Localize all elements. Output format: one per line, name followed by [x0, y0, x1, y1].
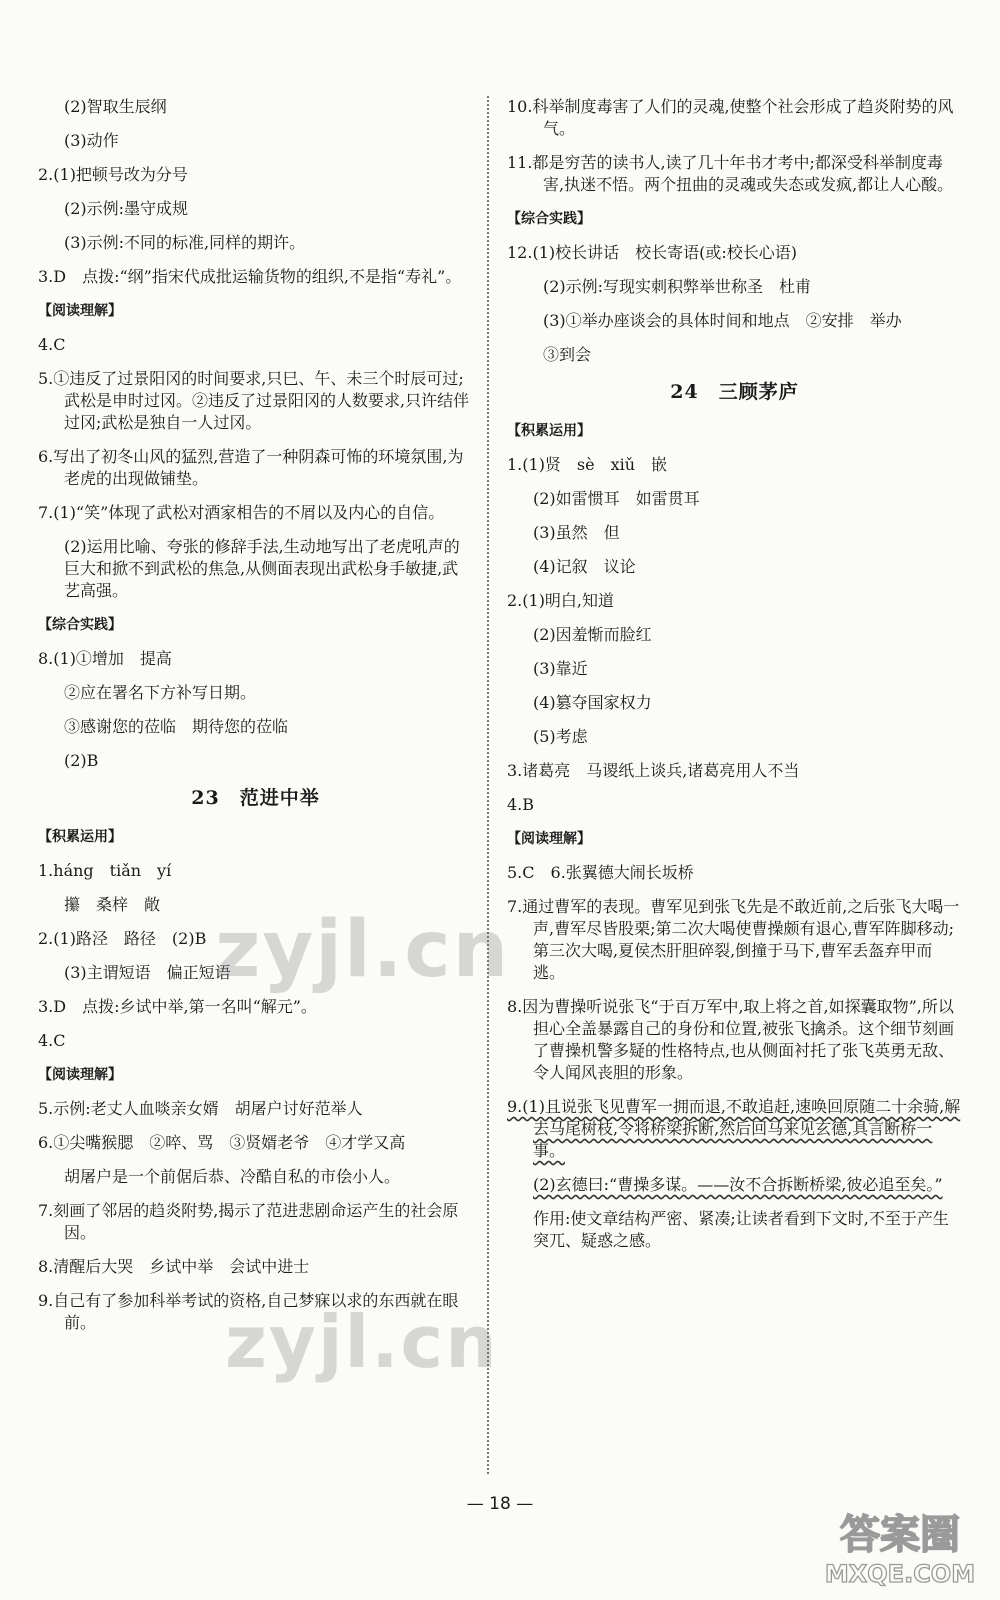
watermark-bottom: zyjl.cn [225, 1300, 499, 1384]
answer-line: 8.因为曹操听说张飞“于百万军中,取上将之首,如探囊取物”,所以担心全盖暴露自己的身份和位置,被张飞擒杀。这个细节刻画了曹操机警多疑的性格特点,也从侧面衬托了张飞英勇无敌、令人闻风丧胆的形象。 [507, 997, 955, 1082]
answer-line: 6.①尖嘴猴腮 ②啐、骂 ③贤婿老爷 ④才学又高 [38, 1133, 406, 1152]
answer-line: 7.(1)“笑”体现了武松对酒家相告的不屑以及内心的自信。 [38, 503, 445, 522]
answer-line: (3)示例:不同的标准,同样的期许。 [64, 233, 306, 252]
answer-line: (2)示例:墨守成规 [64, 199, 189, 218]
section-heading: 【阅读理解】 [507, 831, 591, 847]
answer-line: (3)主谓短语 偏正短语 [64, 963, 231, 982]
answer-line: (4)记叙 议论 [533, 557, 636, 576]
answer-line: 9.自己有了参加科举考试的资格,自己梦寐以求的东西就在眼前。 [38, 1291, 459, 1332]
left-column [38, 96, 473, 1346]
answer-line: 3.诸葛亮 马谡纸上谈兵,诸葛亮用人不当 [507, 761, 800, 780]
answer-line: 作用:使文章结构严密、紧凑;让读者看到下文时,不至于产生突兀、疑惑之感。 [533, 1209, 949, 1250]
answer-line [507, 1096, 962, 1162]
answer-line: 胡屠户是一个前倨后恭、冷酷自私的市侩小人。 [64, 1167, 401, 1186]
answer-line: 4.B [507, 795, 535, 814]
section-heading: 【综合实践】 [507, 211, 591, 227]
answer-line: (5)考虑 [533, 727, 588, 746]
lesson-title: 24 三顾茅庐 [670, 381, 799, 403]
answer-line: ②应在署名下方补写日期。 [64, 683, 257, 702]
answer-line: (4)篡夺国家权力 [533, 693, 652, 712]
answer-line: (3)①举办座谈会的具体时间和地点 ②安排 举办 [543, 311, 902, 330]
page-number: — 18 — [466, 1494, 534, 1514]
logo-bottom-text: MXQE.COM [824, 1560, 976, 1588]
answer-line: 2.(1)路泾 路径 (2)B [38, 929, 207, 948]
wavy-underlined-text: (2)玄德曰:“曹操多谋。——汝不合拆断桥梁,彼必追至矣。” [533, 1175, 943, 1194]
answer-line: (2)智取生辰纲 [64, 97, 167, 116]
answer-line: (2)运用比喻、夸张的修辞手法,生动地写出了老虎吼声的巨大和掀不到武松的焦急,从侧面表现出武松身手敏捷,武艺高强。 [64, 537, 460, 600]
answer-line: 8.(1)①增加 提高 [38, 649, 172, 668]
answer-line: (3)靠近 [533, 659, 588, 678]
answer-line: (2)B [64, 751, 99, 770]
answer-line [507, 1174, 962, 1196]
answer-line: 攥 桑梓 敞 [64, 895, 161, 914]
answer-line: (2)因羞惭而脸红 [533, 625, 652, 644]
answer-line: 4.C [38, 1031, 66, 1050]
answer-line: 7.通过曹军的表现。曹军见到张飞先是不敢近前,之后张飞大喝一声,曹军尽皆股栗;第二次大喝使曹操颇有退心,曹军阵脚移动;第三次大喝,夏侯杰肝胆碎裂,倒撞于马下,曹军丢盔弃甲而逃。 [507, 897, 960, 982]
answer-line: 11.都是穷苦的读书人,读了几十年书才考中;都深受科举制度毒害,执迷不悟。两个扭曲的灵魂或失态或发疯,都让人心酸。 [507, 153, 954, 194]
section-heading: 【阅读理解】 [38, 1067, 122, 1083]
answer-line: 10.科举制度毒害了人们的灵魂,使整个社会形成了趋炎附势的风气。 [507, 97, 954, 138]
answer-line: (3)虽然 但 [533, 523, 620, 542]
column-divider [487, 96, 489, 1474]
wavy-underlined-text: 9.(1)且说张飞见曹军一拥而退,不敢追赶,速唤回原随二十余骑,解去马尾树枝,令将桥梁拆断,然后回马来见玄德,具言断桥一事。 [507, 1097, 961, 1160]
answer-line: 7.刻画了邻居的趋炎附势,揭示了范进悲剧命运产生的社会原因。 [38, 1201, 459, 1242]
answer-line: (2)如雷惯耳 如雷贯耳 [533, 489, 700, 508]
answer-line: 5.示例:老丈人血啖亲女婿 胡屠户讨好范举人 [38, 1099, 363, 1118]
answer-line: (2)示例:写现实刺积弊举世称圣 杜甫 [543, 277, 812, 296]
section-heading: 【阅读理解】 [38, 303, 122, 319]
logo-top-text: 答案圈 [840, 1512, 960, 1558]
answer-line: 2.(1)把顿号改为分号 [38, 165, 188, 184]
answer-line: 3.D 点拨:“纲”指宋代成批运输货物的组织,不是指“寿礼”。 [38, 267, 462, 286]
logo-mxqe [812, 1500, 988, 1590]
right-column [507, 96, 962, 1264]
answer-line: (3)动作 [64, 131, 119, 150]
answer-line: 12.(1)校长讲话 校长寄语(或:校长心语) [507, 243, 797, 262]
answer-line: ③感谢您的莅临 期待您的莅临 [64, 717, 289, 736]
answer-line: 5.C 6.张翼德大闹长坂桥 [507, 863, 694, 882]
answer-line: 4.C [38, 335, 66, 354]
answer-line: 3.D 点拨:乡试中举,第一名叫“解元”。 [38, 997, 317, 1016]
answer-line: 1.háng tiǎn yí [38, 861, 172, 880]
answer-line: 1.(1)贤 sè xiǔ 嵌 [507, 455, 668, 474]
answer-line: 5.①违反了过景阳冈的时间要求,只巳、午、未三个时辰可过;武松是申时过冈。②违反了过景阳冈的人数要求,只许结伴过冈;武松是独自一人过冈。 [38, 369, 470, 432]
watermark-top: zyjl.cn [215, 905, 511, 995]
answer-line: 8.清醒后大哭 乡试中举 会试中进士 [38, 1257, 310, 1276]
section-heading: 【积累运用】 [507, 423, 591, 439]
section-heading: 【积累运用】 [38, 829, 122, 845]
lesson-title: 23 范进中举 [191, 787, 320, 809]
section-heading: 【综合实践】 [38, 617, 122, 633]
answer-line: 2.(1)明白,知道 [507, 591, 615, 610]
answer-line: ③到会 [543, 345, 592, 364]
answer-line: 6.写出了初冬山风的猛烈,营造了一种阴森可怖的环境氛围,为老虎的出现做铺垫。 [38, 447, 464, 488]
